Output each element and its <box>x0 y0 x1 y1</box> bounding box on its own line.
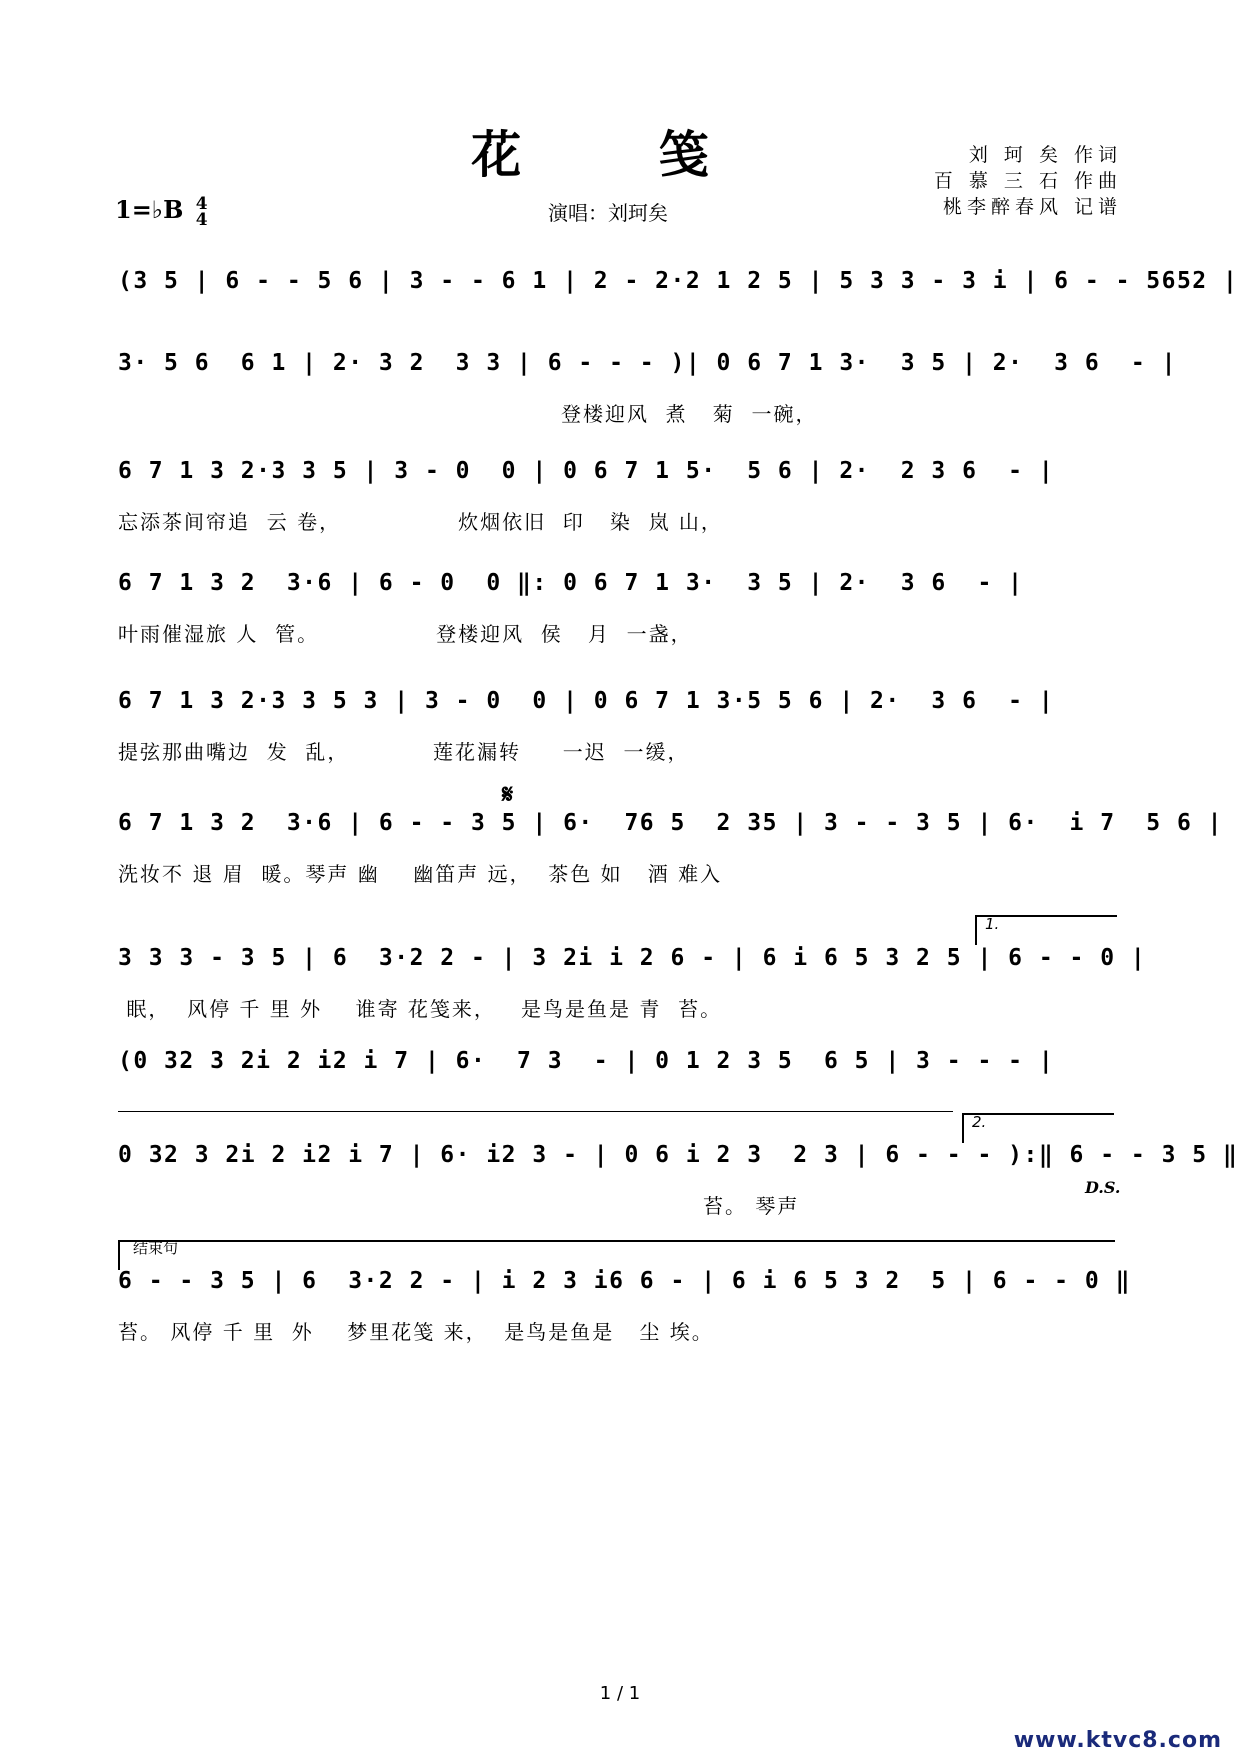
notes: 3 3 3 - 3 5 | 6 3·2 2 - | 3 2i i 2 6 - | 6 i 6 5 3 2 5 | 6 - - 0 | <box>118 945 1147 971</box>
time-signature <box>195 193 208 230</box>
lyrics: 苔。 琴声 <box>118 1194 800 1218</box>
lyrics: 提弦那曲嘴边 发 乱， 莲花漏转 一迟 一缓， <box>118 740 690 764</box>
lyrics: 叶雨催湿旅 人 管。 登楼迎风 侯 月 一盏， <box>118 622 693 646</box>
key-signature <box>115 195 208 228</box>
page-number: 1 / 1 <box>599 1683 641 1704</box>
ending-bracket <box>118 1240 1115 1270</box>
composer-credit: 百 慕 三 石 作曲 <box>933 170 1122 192</box>
notes: 3· 5 6 6 1 | 2· 3 2 3 3 | 6 - - - )| 0 6 7 1 3· 3 5 | 2· 3 6 - | <box>118 350 1177 376</box>
notation-line-10 <box>118 1268 1131 1344</box>
notes: 6 7 1 3 2·3 3 5 | 3 - 0 0 | 0 6 7 1 5· 5 6 | 2· 2 3 6 - | <box>118 458 1055 484</box>
lyrics: 登楼迎风 煮 菊 一碗， <box>118 402 818 426</box>
dal-segno-mark: D.S. <box>1085 1178 1121 1197</box>
time-signature-bottom: 4 <box>195 209 208 230</box>
transcriber-credit: 桃李醉春风 记谱 <box>942 196 1122 218</box>
lyrics: 忘添茶间帘追 云 卷， 炊烟依旧 印 染 岚 山， <box>118 510 723 534</box>
notation-line-5 <box>118 688 1123 764</box>
notes: 6 7 1 3 2 3·6 | 6 - 0 0 ‖: 0 6 7 1 3· 3 5 | 2· 3 6 - | <box>118 570 1024 596</box>
key-signature-text: 1=♭B <box>115 195 184 224</box>
first-ending-bracket <box>975 915 1117 945</box>
segno-mark: 𝄋 <box>502 780 514 810</box>
first-ending-label: 1. <box>985 915 1000 933</box>
notation-line-4 <box>118 570 1123 646</box>
notation-line-2 <box>118 350 1177 426</box>
notation-line-8 <box>118 1048 1123 1088</box>
singer-credit: 演唱：刘珂矣 <box>548 201 668 225</box>
lyrics: 洗妆不 退 眉 暖。琴声 幽 幽笛声 远， 茶色 如 酒 难入 <box>118 862 723 886</box>
lyrics: 眠， 风停 千 里 外 谁寄 花笺来， 是鸟是鱼是 青 苔。 <box>118 997 723 1021</box>
repeat-bracket-line <box>118 1111 953 1112</box>
ending-label: 结束句 <box>133 1239 179 1257</box>
notes: 0 32 3 2i 2 i2 i 7 | 6· i2 3 - | 0 6 i 2 3 2 3 | 6 - - - ):‖ 6 - - 3 5 ‖ <box>118 1142 1239 1168</box>
time-signature-top: 4 <box>195 193 208 214</box>
notation-line-6 <box>118 810 1223 886</box>
notes: (0 32 3 2i 2 i2 i 7 | 6· 7 3 - | 0 1 2 3 5 6 5 | 3 - - - | <box>118 1048 1055 1074</box>
second-ending-label: 2. <box>972 1113 987 1131</box>
notation-line-7 <box>118 945 1147 1021</box>
lyricist-credit: 刘 珂 矣 作词 <box>968 144 1122 166</box>
song-title: 花 笺 <box>471 125 769 184</box>
notation-line-3 <box>118 458 1123 534</box>
second-ending-bracket <box>962 1113 1114 1143</box>
notes: (3 5 | 6 - - 5 6 | 3 - - 6 1 | 2 - 2·2 1 2 5 | 5 3 3 - 3 i | 6 - - 5652 | <box>118 268 1239 294</box>
site-watermark: www.ktvc8.com <box>1013 1728 1222 1753</box>
notes: 6 7 1 3 2·3 3 5 3 | 3 - 0 0 | 0 6 7 1 3·5 5 6 | 2· 3 6 - | <box>118 688 1055 714</box>
lyrics: 苔。 风停 千 里 外 梦里花笺 来， 是鸟是鱼是 尘 埃。 <box>118 1320 714 1344</box>
notation-line-1 <box>118 268 1239 308</box>
notes: 6 - - 3 5 | 6 3·2 2 - | i 2 3 i6 6 - | 6 i 6 5 3 2 5 | 6 - - 0 ‖ <box>118 1268 1131 1294</box>
notes: 6 7 1 3 2 3·6 | 6 - - 3 5 | 6· 76 5 2 35 | 3 - - 3 5 | 6· i 7 5 6 | <box>118 810 1223 836</box>
